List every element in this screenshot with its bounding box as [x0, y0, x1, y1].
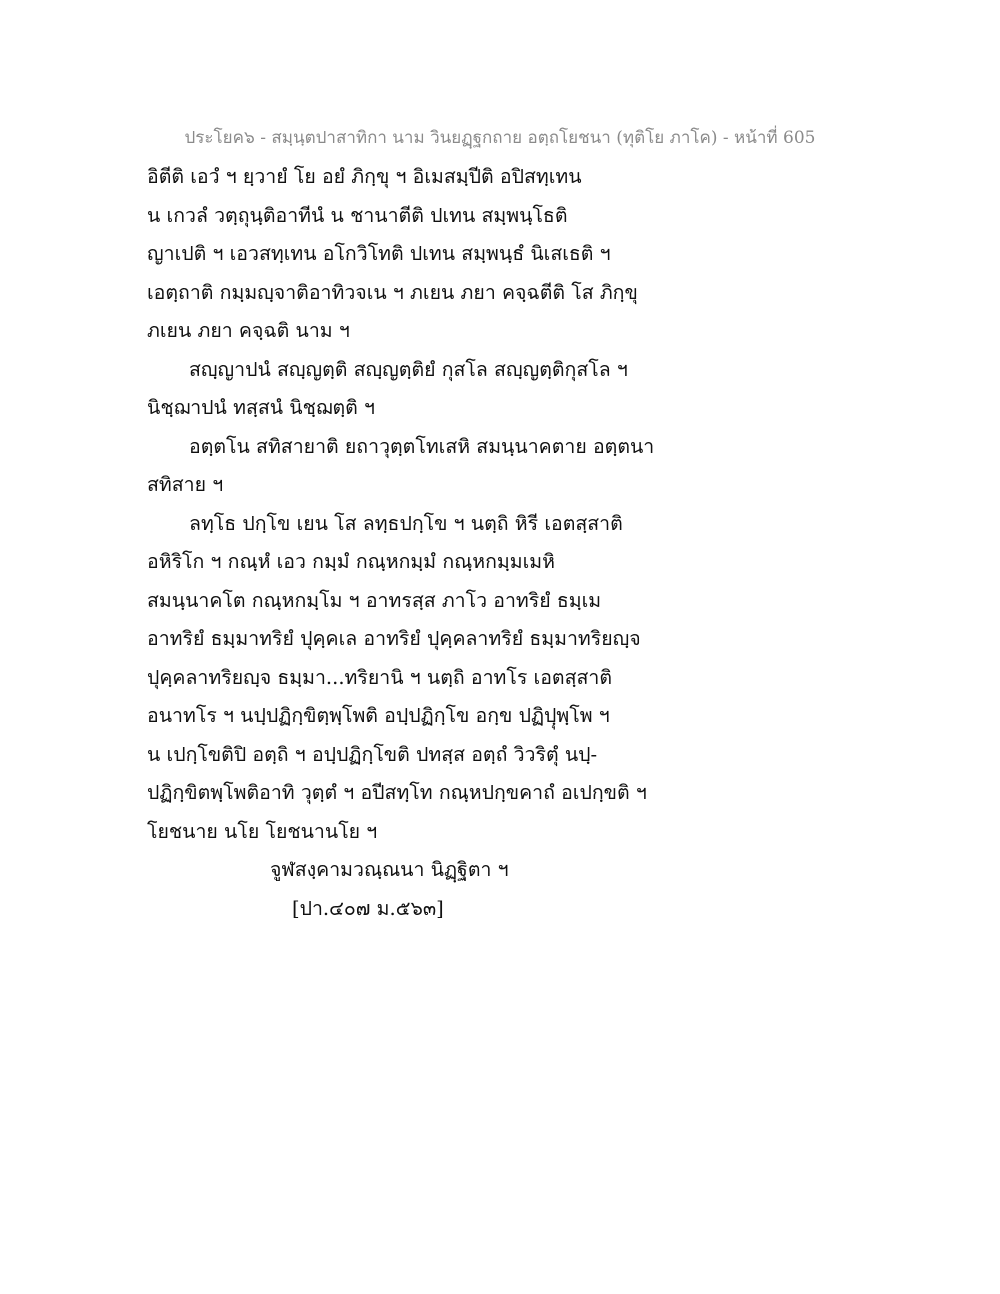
text-line: อนาทโร ฯ นปฺปฏิกฺขิตฺพฺโพติ อปฺปฏิกฺโข อกฺข ปฏิปฺุพฺโพ ฯ	[147, 704, 610, 727]
text-line: น เกวลํ วตฺถุนฺติอาทีนํ น ชานาตีติ ปเทน สมฺพนฺโธติ	[147, 203, 568, 227]
text-line: อาทริยํ ธมฺมาทริยํ ปุคฺคเล อาทริยํ ปุคฺคลาทริยํ ธมฺมาทริยญฺจ	[147, 627, 641, 650]
text-line: น เปกฺโขติปิ อตฺถิ ฯ อปฺปฏิกฺโขติ ปทสฺส อตฺถํ วิวริตุํ นปฺ-	[147, 742, 598, 766]
text-line: ภเยน ภยา คจฺฉติ นาม ฯ	[147, 319, 350, 342]
text-line: สมนฺนาคโต กณฺหกมฺโม ฯ อาทรสฺส ภาโว อาทริยํ ธมฺเม	[147, 588, 602, 612]
paragraph-start-line: สญฺญาปนํ สญฺญตฺติ สญฺญตฺติยํ กุสโล สญฺญตฺติกุสโล ฯ	[189, 357, 628, 381]
section-end-note: จูฬสงฺคามวณฺณนา นิฏฺฐิตา ฯ	[270, 858, 509, 881]
text-line: สทิสาย ฯ	[147, 473, 224, 496]
text-line: ญาเปติ ฯ เอวสทฺเทน อโกวิโทติ ปเทน สมฺพนฺธํ นิเสเธติ ฯ	[147, 242, 611, 265]
running-header: ประโยค๖ - สมฺนฺตปาสาทิกา นาม วินยฏฺฐกถาย อตฺถโยชนา (ทุติโย ภาโค) - หน้าที่ 605	[184, 128, 816, 148]
page-reference: [ปา.๔๐๗ ม.๕๖๓]	[292, 896, 444, 920]
text-line: เอตฺถาติ กมฺมญฺจาติอาทิวจเน ฯ ภเยน ภยา คจฺฉตีติ โส ภิกฺขุ	[147, 280, 638, 304]
text-line: อิตีติ เอวํ ฯ ยฺวายํ โย อยํ ภิกฺขุ ฯ อิเมสมฺปีติ อปิสทฺเทน	[147, 165, 582, 188]
text-line: นิชฺฌาปนํ ทสฺสนํ นิชฺฌตฺติ ฯ	[147, 396, 375, 419]
paragraph-start-line: ลทฺโธ ปกฺโข เยน โส ลทฺธปกฺโข ฯ นตฺถิ หิรี เอตสฺสาติ	[189, 511, 623, 535]
paragraph-start-line: อตฺตโน สทิสายาติ ยถาวุตฺตโทเสหิ สมนฺนาคตาย อตฺตนา	[189, 434, 655, 458]
text-line: ปุคฺคลาทริยญฺจ ธมฺมา...ทริยานิ ฯ นตฺถิ อาทโร เอตสฺสาติ	[147, 665, 613, 689]
text-line: โยชนาย นโย โยชนานโย ฯ	[147, 819, 378, 843]
text-line: ปฏิกฺขิตพฺโพติอาทิ วุตฺตํ ฯ อปีสทฺโท กณฺหปกฺขคาถํ อเปกฺขติ ฯ	[147, 781, 647, 804]
body-text	[147, 158, 967, 928]
text-line: อหิริโก ฯ กณฺหํ เอว กมฺมํ กณฺหกมฺมํ กณฺหกมฺมเมหิ	[147, 550, 555, 573]
